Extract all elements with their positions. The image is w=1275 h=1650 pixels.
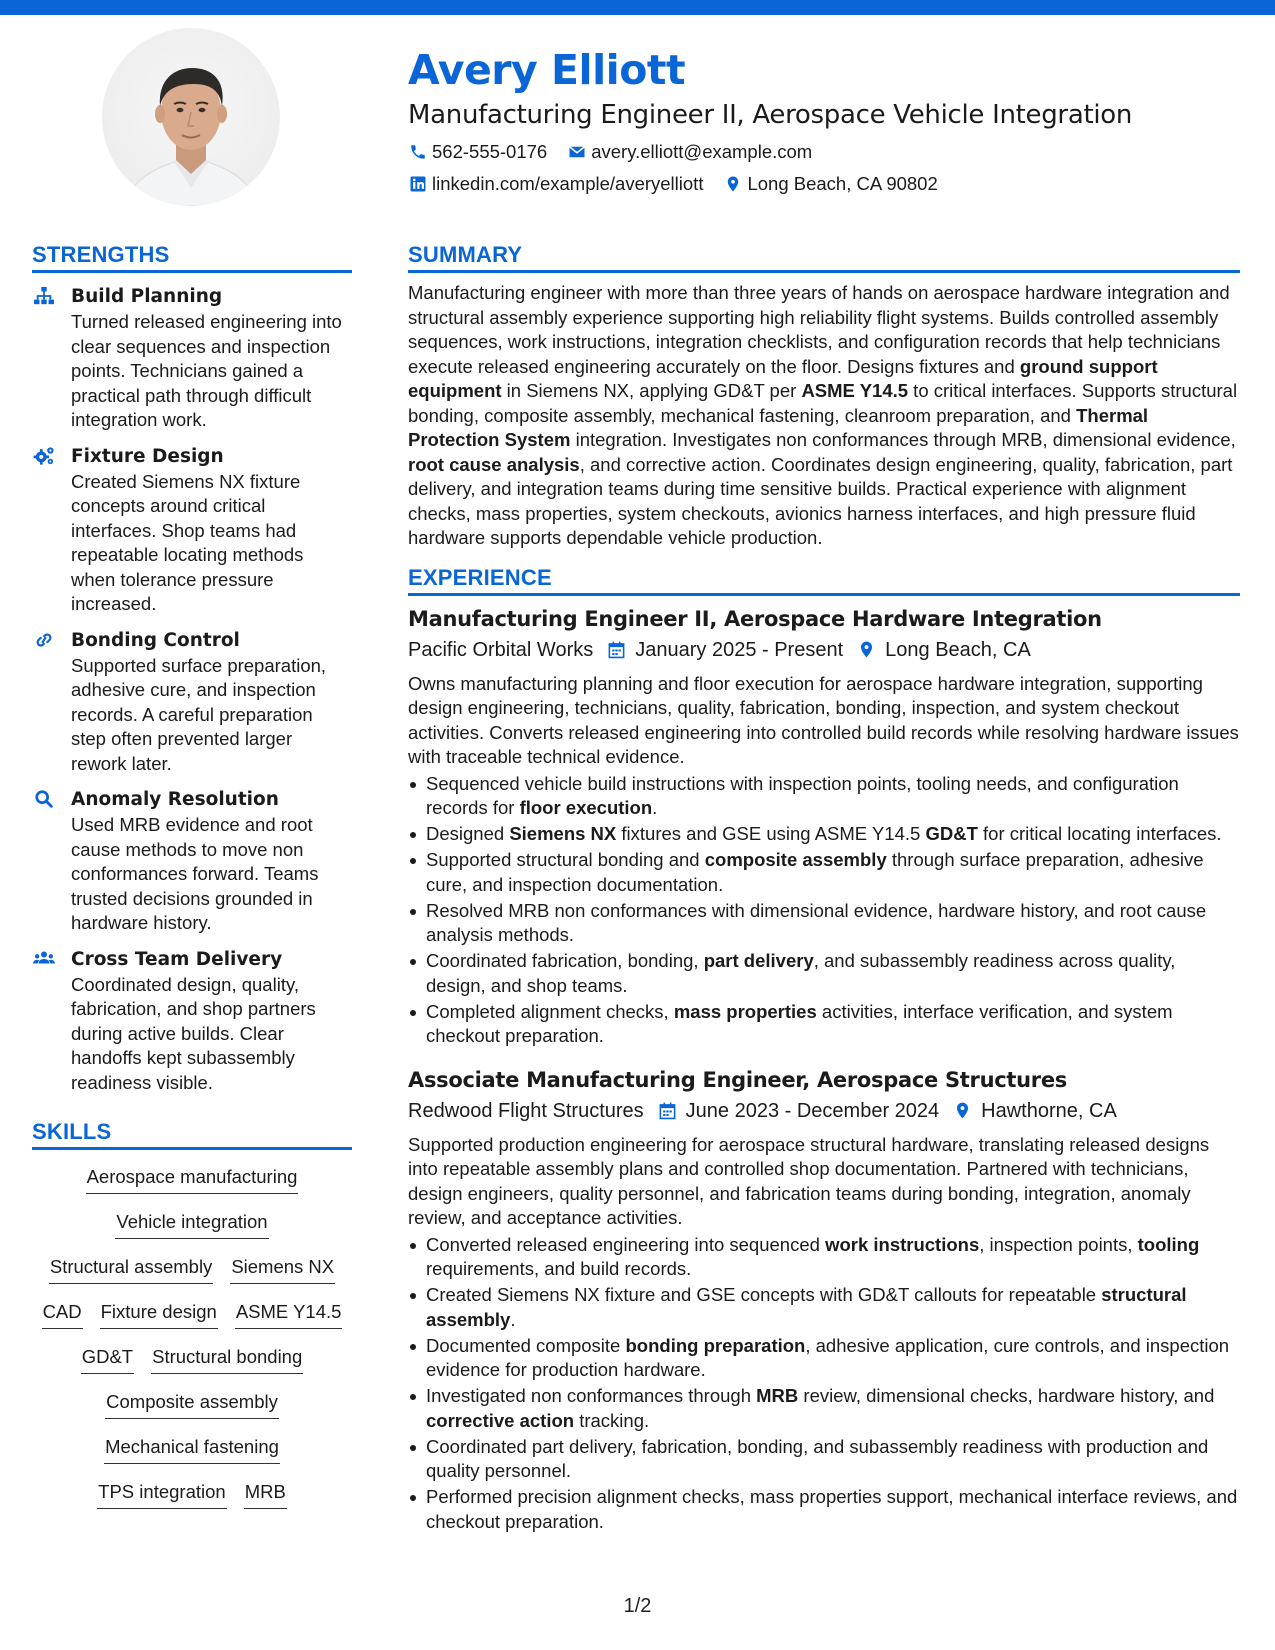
skill-row (32, 1209, 352, 1254)
job-location (857, 634, 1031, 666)
job-description: Supported production engineering for aerospace structural hardware, translating released designs into repeatable assembly plans and controlled shop documentation. Partnered with technicians, design engineers, quality personnel, and fabrication teams during bonding, integration, anomaly review, and acceptance activities. (408, 1133, 1210, 1228)
emphasis-text: Siemens NX (509, 823, 617, 844)
emphasis-text: structural assembly (426, 1284, 1187, 1330)
text-segment: Sequenced vehicle build instructions with inspection points, tooling needs, and configuration records for (426, 772, 1179, 818)
strength-item (32, 947, 352, 1096)
strength-item (32, 444, 352, 617)
emphasis-text: ASME Y14.5 (801, 380, 909, 401)
text-segment: Coordinated part delivery, fabrication, bonding, and subassembly readiness with production and quality personnel. (426, 1435, 1209, 1481)
skill-tag: GD&T (81, 1344, 134, 1374)
text-segment: for critical locating interfaces. (977, 823, 1222, 844)
strength-title: Anomaly Resolution (71, 789, 279, 810)
job-dates (607, 634, 843, 666)
skill-tag: CAD (42, 1299, 83, 1329)
emphasis-text: floor execution (519, 797, 653, 818)
emphasis-text: MRB (756, 1385, 799, 1406)
bullet-item (408, 1435, 1240, 1484)
skill-row (32, 1164, 352, 1209)
emphasis-text: part delivery (703, 950, 814, 971)
bullet-item (408, 772, 1240, 821)
emphasis-text: bonding preparation (625, 1334, 806, 1356)
text-segment: tracking. (574, 1409, 650, 1431)
bullet-item (408, 1283, 1240, 1332)
skill-tag: TPS integration (97, 1479, 227, 1509)
emphasis-text: corrective action (426, 1409, 575, 1431)
company-name: Redwood Flight Structures (408, 1099, 644, 1122)
text-segment: Documented composite (426, 1334, 626, 1356)
job-entry (408, 1065, 1240, 1535)
skill-tag: Aerospace manufacturing (86, 1164, 299, 1194)
linkedin-icon (408, 174, 428, 194)
text-segment: Performed precision alignment checks, mass properties support, mechanical interface reviews, and checkout preparation. (426, 1486, 1238, 1532)
strength-description: Supported surface preparation, adhesive cure, and inspection records. A careful preparation step often prevented larger rework later. (71, 654, 327, 774)
emphasis-text: tooling (1137, 1233, 1200, 1255)
skill-row (32, 1254, 352, 1299)
contact-email[interactable] (567, 141, 812, 163)
text-segment: . (652, 797, 658, 818)
skill-tag: Mechanical fastening (104, 1434, 280, 1464)
bullet-item (408, 949, 1240, 998)
candidate-name: Avery Elliott (408, 46, 686, 94)
link-icon (32, 629, 56, 651)
location-text: Hawthorne, CA (981, 1099, 1117, 1122)
text-segment: Created Siemens NX fixture and GSE concepts with GD&T callouts for repeatable (426, 1284, 1102, 1305)
job-bullets (408, 772, 1240, 1049)
strength-title: Bonding Control (71, 629, 240, 651)
bullet-item (408, 1000, 1240, 1049)
text-segment: Completed alignment checks, (426, 1000, 674, 1022)
contact-phone (408, 141, 547, 163)
text-segment: Supported structural bonding and (426, 849, 705, 870)
text-segment: , adhesive application, cure controls, and inspection evidence for production hardware. (426, 1334, 1230, 1380)
resume-header (408, 42, 1248, 198)
date-range: June 2023 - December 2024 (685, 1099, 940, 1122)
emphasis-text: composite assembly (704, 849, 887, 870)
bullet-item (408, 1233, 1240, 1282)
envelope-icon (567, 142, 587, 162)
bullet-item (408, 1334, 1240, 1383)
job-bullets (408, 1233, 1240, 1535)
text-segment: through surface preparation, adhesive cure, and inspection documentation. (426, 849, 1204, 895)
bullet-item (408, 1384, 1240, 1433)
bullet-item (408, 848, 1240, 897)
skill-tag: Structural bonding (151, 1344, 303, 1374)
profile-photo (102, 28, 280, 206)
skill-row (32, 1479, 352, 1524)
skills-heading: SKILLS (32, 1117, 352, 1150)
strength-description: Used MRB evidence and root cause methods to move non conformances forward. Teams trusted decisions grounded in hardware history. (71, 814, 319, 933)
left-column (32, 240, 352, 1524)
map-pin-icon (723, 174, 743, 194)
job-title: Manufacturing Engineer II, Aerospace Hardware Integration (408, 606, 1102, 631)
job-meta (408, 634, 1240, 666)
strength-description: Created Siemens NX fixture concepts around critical interfaces. Shop teams had repeatable locating methods when tolerance pressure increased. (71, 470, 304, 614)
text-segment: integration. Investigates non conformances through MRB, dimensional evidence, (570, 429, 1236, 450)
summary-paragraph (408, 281, 1240, 551)
phone-number: 562-555-0176 (432, 141, 548, 162)
skill-row (32, 1434, 352, 1479)
job-location (953, 1095, 1117, 1127)
emphasis-text: root cause analysis (408, 453, 580, 475)
text-segment: Manufacturing engineer with more than three years of hands on aerospace hardware integration and structural assembly experience supporting high reliability flight systems. Builds controlled assembly sequences, work instructions, integration checklists, and configuration records that help technicians execute released engineering accurately on the floor. Designs fixtures and (408, 282, 1230, 377)
gears-icon (32, 445, 56, 467)
map-pin-icon (953, 1101, 981, 1120)
strength-description: Turned released engineering into clear sequences and inspection points. Technicians gained a practical path through difficult integration work. (71, 311, 342, 430)
strength-title: Fixture Design (71, 445, 224, 467)
skills-list (32, 1164, 352, 1524)
skill-row (32, 1344, 352, 1389)
skill-tag: Vehicle integration (115, 1209, 268, 1239)
linkedin-url[interactable]: linkedin.com/example/averyelliott (432, 173, 704, 194)
text-segment: in Siemens NX, applying GD&T per (501, 380, 802, 401)
job-meta (408, 1095, 1240, 1127)
emphasis-text: work instructions (825, 1233, 980, 1255)
contact-row-secondary (408, 170, 1248, 198)
skill-row (32, 1389, 352, 1434)
location-text: Long Beach, CA (885, 638, 1031, 661)
contact-row-primary (408, 138, 1248, 166)
emphasis-text: mass properties (673, 1000, 817, 1022)
text-segment: activities, interface verification, and system checkout preparation. (426, 1000, 1173, 1046)
text-segment: requirements, and build records. (426, 1258, 692, 1279)
phone-icon (408, 142, 428, 162)
calendar-icon (607, 640, 635, 659)
contact-location (723, 173, 937, 195)
emphasis-text: GD&T (925, 823, 978, 844)
location-text: Long Beach, CA 90802 (747, 173, 938, 194)
skill-tag: Composite assembly (105, 1389, 279, 1419)
company-name: Pacific Orbital Works (408, 638, 594, 661)
emphasis-text: ground support equipment (408, 355, 1158, 401)
job-description: Owns manufacturing planning and floor execution for aerospace hardware integration, supporting design engineering, technicians, quality, fabrication, bonding, inspection, and system checkout activities. Converts released engineering into controlled build records while resolving hardware issues with traceable technical evidence. (408, 672, 1239, 767)
skill-row (32, 1299, 352, 1344)
job-company (408, 634, 593, 666)
map-pin-icon (857, 640, 885, 659)
date-range: January 2025 - Present (635, 638, 844, 661)
skill-tag: Structural assembly (49, 1254, 213, 1284)
experience-heading: EXPERIENCE (408, 563, 1240, 596)
strength-item (32, 787, 352, 936)
strength-title: Cross Team Delivery (71, 948, 283, 970)
text-segment: Designed (426, 823, 510, 844)
bullet-item (408, 899, 1240, 948)
right-column (408, 240, 1240, 1536)
skill-tag: Fixture design (100, 1299, 218, 1329)
text-segment: to critical interfaces. Supports structural bonding, composite assembly, mechanical fastening, cleanroom preparation, and (408, 380, 1238, 426)
text-segment: , inspection points, (979, 1233, 1138, 1255)
strength-item (32, 284, 352, 433)
job-company (408, 1095, 644, 1127)
profile-photo-illustration (102, 28, 280, 206)
text-segment: Investigated non conformances through (426, 1385, 757, 1406)
summary-heading: SUMMARY (408, 240, 1240, 273)
contact-linkedin[interactable] (408, 173, 703, 195)
emphasis-text: Thermal Protection System (408, 404, 1149, 450)
sitemap-icon (32, 285, 56, 307)
top-accent-bar (0, 0, 1275, 15)
strength-description: Coordinated design, quality, fabrication, and shop partners during active builds. Clear handoffs kept subassembly readiness visible. (71, 973, 316, 1093)
bullet-item (408, 822, 1240, 847)
search-icon (32, 788, 56, 810)
skill-tag: Siemens NX (230, 1254, 335, 1284)
strengths-heading: STRENGTHS (32, 240, 352, 273)
users-icon (32, 948, 56, 970)
text-segment: . (510, 1308, 516, 1330)
strength-item (32, 628, 352, 777)
bullet-item (408, 1485, 1240, 1534)
text-segment: fixtures and GSE using ASME Y14.5 (616, 823, 926, 844)
skill-tag: MRB (244, 1479, 287, 1509)
email-address[interactable]: avery.elliott@example.com (591, 141, 813, 162)
strength-title: Build Planning (71, 286, 223, 307)
text-segment: , and subassembly readiness across quality, design, and shop teams. (426, 950, 1176, 996)
calendar-icon (658, 1101, 686, 1120)
text-segment: review, dimensional checks, hardware history, and (798, 1385, 1215, 1406)
text-segment: , and corrective action. Coordinates design engineering, quality, fabrication, part delivery, and integration teams during time sensitive builds. Practical experience with alignment checks, mass properties, system checkouts, avionics harness interfaces, and high pressure fluid hardware supports dependable vehicle production. (408, 453, 1233, 548)
page-number: 1/2 (623, 1595, 652, 1617)
candidate-headline: Manufacturing Engineer II, Aerospace Vehicle Integration (408, 100, 1133, 130)
text-segment: Resolved MRB non conformances with dimensional evidence, hardware history, and root cause analysis methods. (426, 899, 1207, 945)
text-segment: Converted released engineering into sequenced (426, 1233, 826, 1255)
job-dates (658, 1095, 940, 1127)
job-entry (408, 604, 1240, 1049)
skill-tag: ASME Y14.5 (235, 1299, 343, 1329)
job-title: Associate Manufacturing Engineer, Aerospace Structures (408, 1067, 1067, 1092)
text-segment: Coordinated fabrication, bonding, (426, 950, 704, 971)
